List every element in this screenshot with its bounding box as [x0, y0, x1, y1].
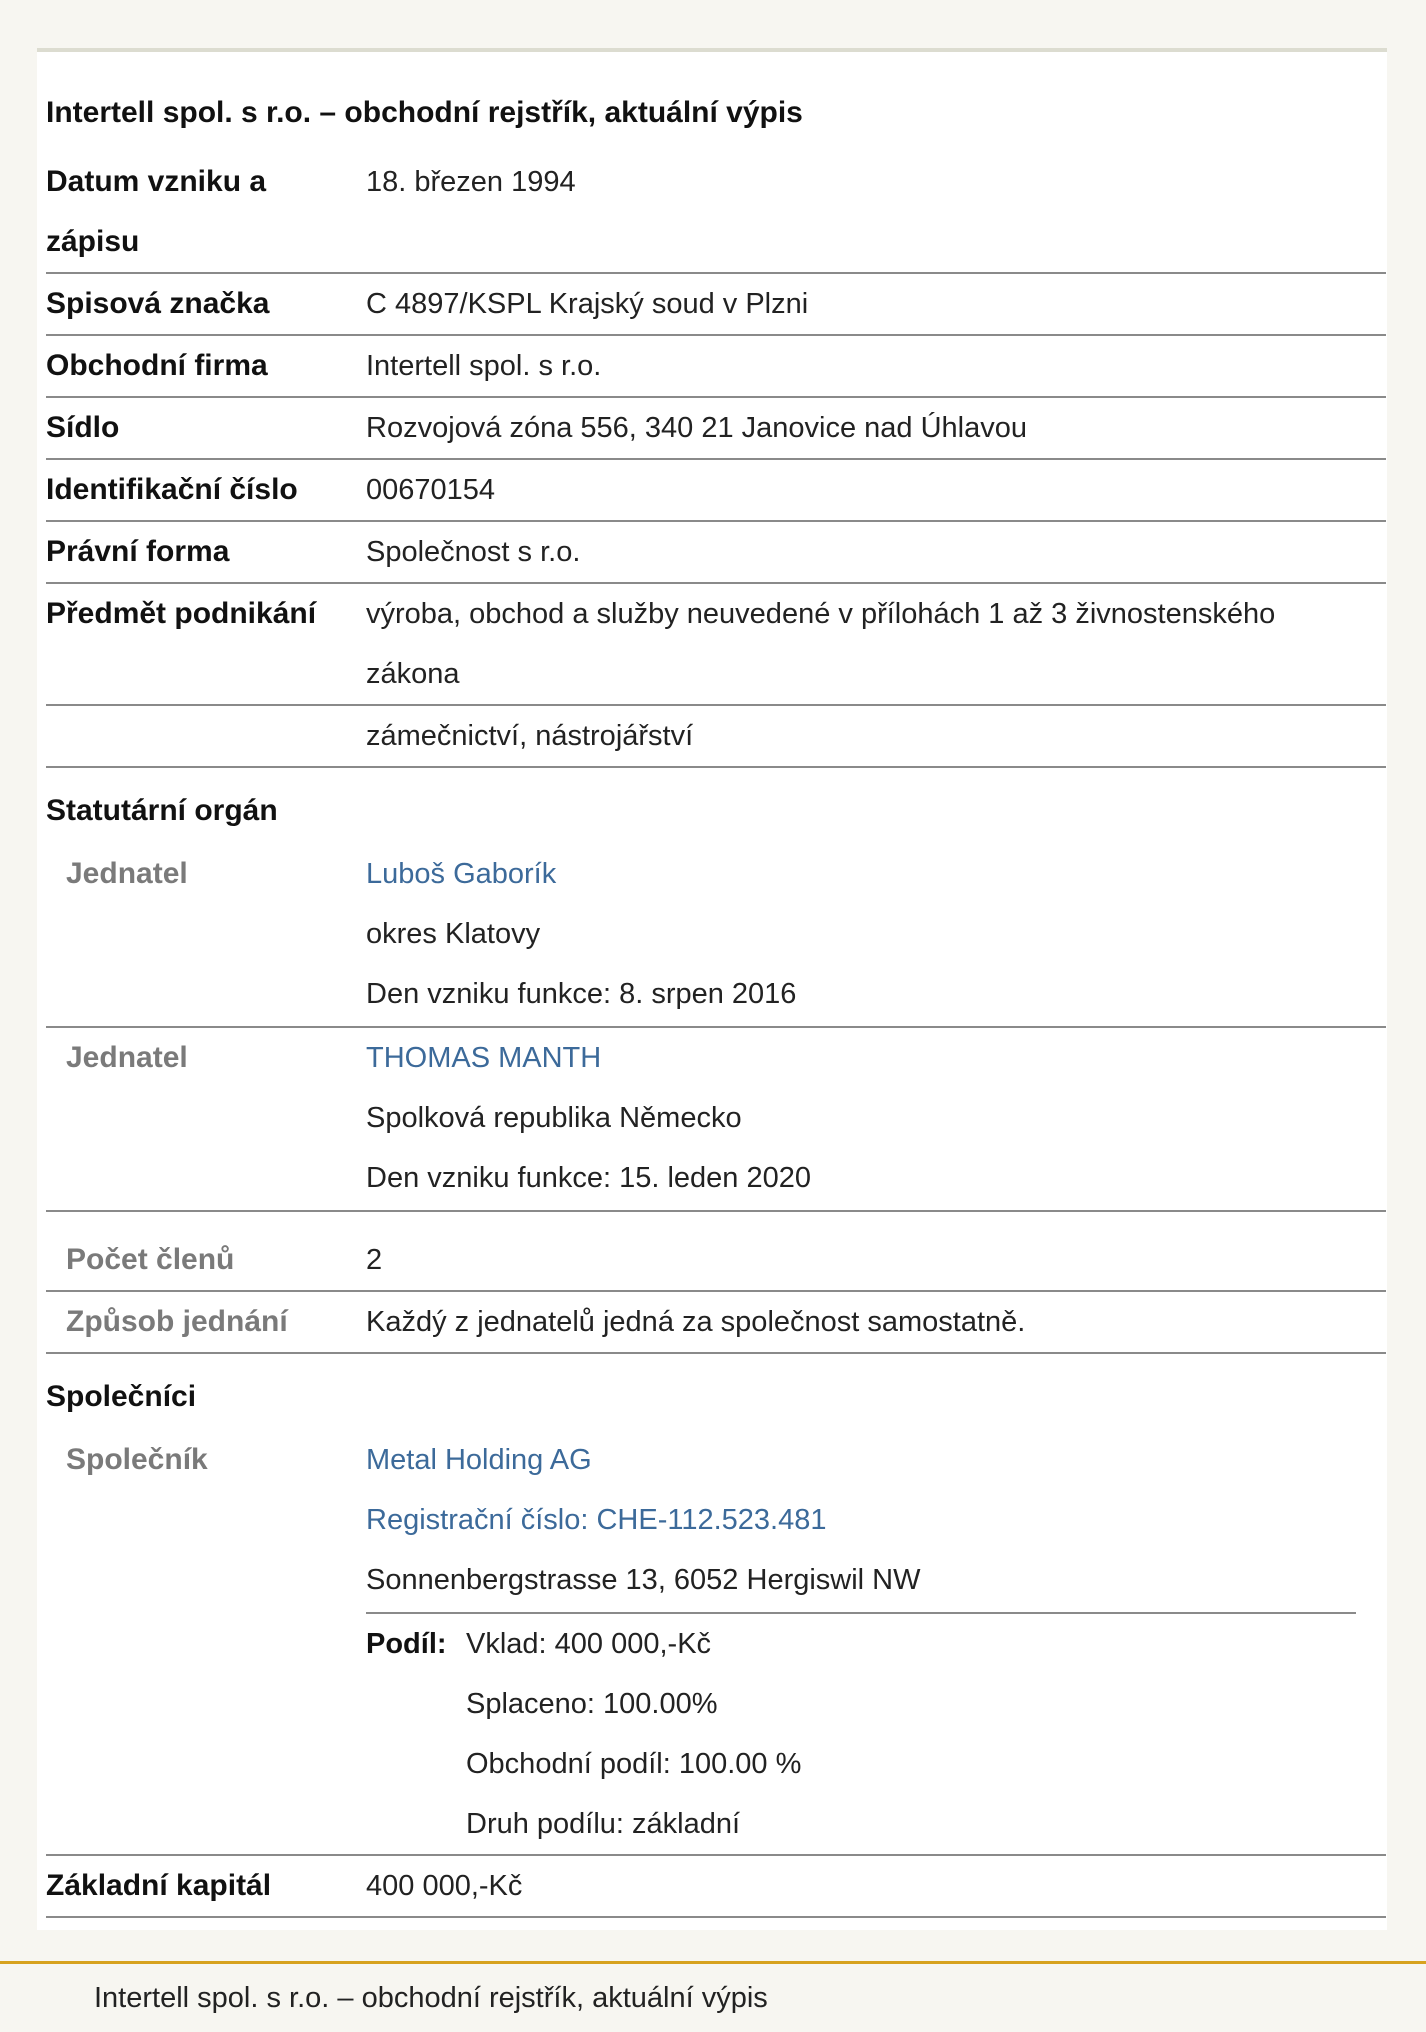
row-registered-capital [46, 1856, 1386, 1918]
row-file-number [46, 274, 1386, 336]
row-member-count [46, 1230, 1386, 1292]
row-value: C 4897/KSPL Krajský soud v Plzni [366, 288, 809, 320]
row-label-line: zápisu [46, 225, 140, 258]
row-value: 400 000,-Kč [366, 1870, 523, 1902]
row-founding-date [46, 152, 1386, 274]
row-label: Právní forma [46, 535, 230, 568]
row-label: Obchodní firma [46, 349, 268, 382]
member-location: okres Klatovy [366, 918, 541, 950]
row-label: Počet členů [66, 1243, 235, 1276]
row-value: 2 [366, 1244, 383, 1276]
row-label-line: Datum vzniku a [46, 165, 267, 198]
footer-title: Intertell spol. s r.o. – obchodní rejstřík, aktuální výpis [94, 1982, 768, 2014]
row-label [46, 152, 266, 272]
share-deposit: Vklad: 400 000,-Kč [466, 1628, 712, 1660]
member-name-link[interactable]: Luboš Gaborík [366, 858, 557, 890]
partner-address: Sonnenbergstrasse 13, 6052 Hergiswil NW [366, 1564, 921, 1596]
row-value: zámečnictví, nástrojářství [366, 720, 694, 752]
row-value: 18. březen 1994 [366, 166, 576, 198]
page-title: Intertell spol. s r.o. – obchodní rejstřík, aktuální výpis [46, 96, 803, 129]
row-value: Rozvojová zóna 556, 340 21 Janovice nad Úhlavou [366, 412, 1028, 444]
partner-name-link[interactable]: Metal Holding AG [366, 1444, 592, 1476]
member-details [366, 844, 1366, 1024]
share-business-share: Obchodní podíl: 100.00 % [466, 1748, 802, 1780]
row-value: Intertell spol. s r.o. [366, 350, 602, 382]
row-seat [46, 398, 1386, 460]
row-value [366, 584, 1366, 704]
section-heading-partners: Společníci [46, 1380, 197, 1413]
partner-reg-link[interactable]: Registrační číslo: CHE-112.523.481 [366, 1504, 827, 1536]
row-value-line: zákona [366, 658, 460, 690]
partner-details [366, 1430, 1366, 1610]
row-label: Způsob jednání [66, 1305, 288, 1338]
row-business-name [46, 336, 1386, 398]
member-since: Den vzniku funkce: 15. leden 2020 [366, 1162, 811, 1194]
row-business-activity-2 [46, 706, 1386, 768]
share-type: Druh podílu: základní [466, 1808, 741, 1840]
row-label: Identifikační číslo [46, 473, 298, 506]
row-label: Základní kapitál [46, 1869, 272, 1902]
row-value: Společnost s r.o. [366, 536, 581, 568]
row-label: Sídlo [46, 411, 120, 444]
member-name-link[interactable]: THOMAS MANTH [366, 1042, 602, 1074]
row-business-activity [46, 584, 1386, 706]
row-label: Spisová značka [46, 287, 270, 320]
row-value: 00670154 [366, 474, 496, 506]
member-details [366, 1028, 1366, 1208]
row-value: Každý z jednatelů jedná za společnost samostatně. [366, 1306, 1026, 1338]
row-id-number [46, 460, 1386, 522]
row-acting-method [46, 1292, 1386, 1354]
member-role: Jednatel [66, 1041, 188, 1074]
share-label: Podíl: [366, 1628, 447, 1660]
member-role: Jednatel [66, 857, 188, 890]
row-label: Předmět podnikání [46, 597, 317, 630]
partner-role: Společník [66, 1443, 208, 1476]
member-location: Spolková republika Německo [366, 1102, 742, 1134]
member-since: Den vzniku funkce: 8. srpen 2016 [366, 978, 797, 1010]
row-value-line: výroba, obchod a služby neuvedené v přílohách 1 až 3 živnostenského [366, 598, 1276, 630]
section-heading-statutory: Statutární orgán [46, 794, 278, 827]
statutory-member [46, 844, 1386, 1028]
share-paid: Splaceno: 100.00% [466, 1688, 718, 1720]
statutory-member [46, 1028, 1386, 1212]
share-details [466, 1614, 801, 1854]
footer-rule [0, 1961, 1426, 1964]
row-legal-form [46, 522, 1386, 584]
